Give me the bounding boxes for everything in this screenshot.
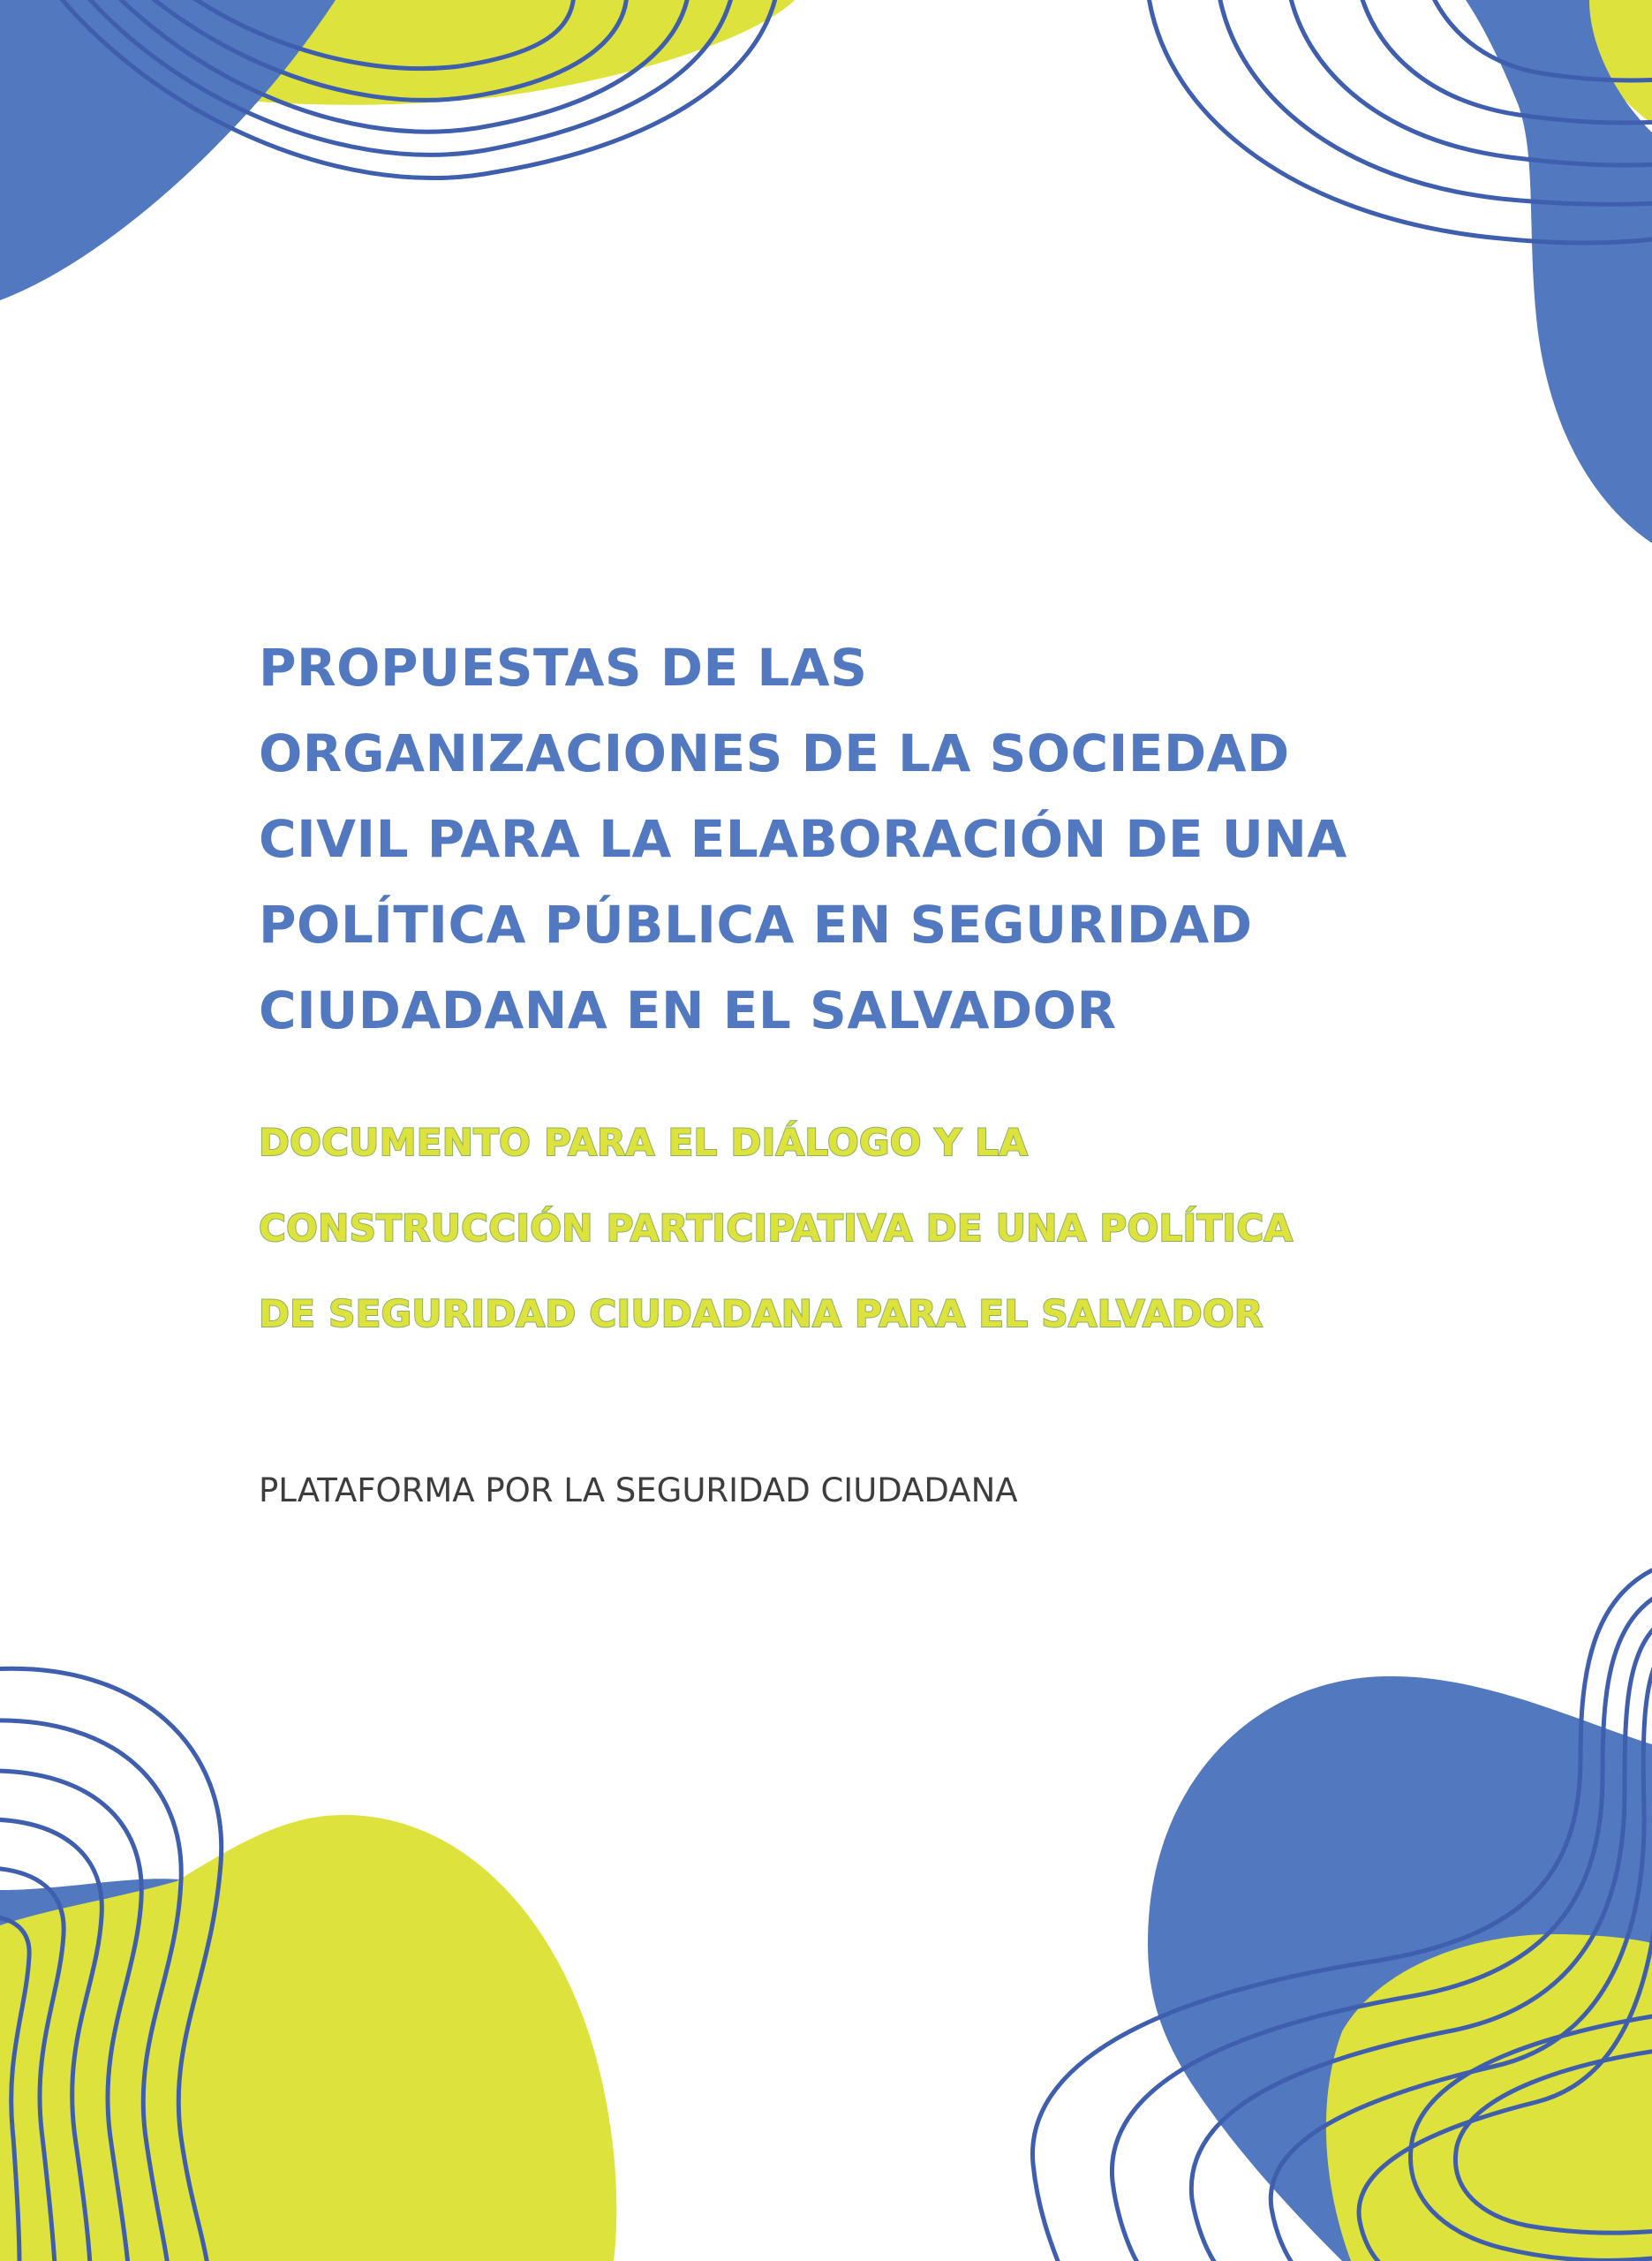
main-title-line: CIUDADANA EN EL SALVADOR: [259, 980, 1117, 1040]
main-title: [259, 625, 1512, 1054]
top-right-decoration: [1148, 0, 1652, 543]
main-title-line: POLÍTICA PÚBLICA EN SEGURIDAD: [259, 895, 1253, 955]
bottom-right-decoration: [1032, 1563, 1652, 2261]
subtitle-line: CONSTRUCCIÓN PARTICIPATIVA DE UNA POLÍTICA: [259, 1206, 1294, 1250]
subtitle-line: DOCUMENTO PARA EL DIÁLOGO Y LA: [259, 1121, 1029, 1164]
bottom-left-decoration: [0, 1668, 616, 2261]
main-title-line: PROPUESTAS DE LAS: [259, 638, 868, 698]
organization-name: PLATAFORMA POR LA SEGURIDAD CIUDADANA: [259, 1471, 1018, 1509]
subtitle-line: DE SEGURIDAD CIUDADANA PARA EL SALVADOR: [259, 1292, 1264, 1335]
main-title-line: CIVIL PARA LA ELABORACIÓN DE UNA: [259, 809, 1347, 869]
bottom-left-yellow-blob: [0, 1815, 616, 2261]
top-left-decoration: [0, 0, 795, 300]
subtitle: [259, 1100, 1512, 1357]
main-title-line: ORGANIZACIONES DE LA SOCIEDAD: [259, 723, 1290, 783]
